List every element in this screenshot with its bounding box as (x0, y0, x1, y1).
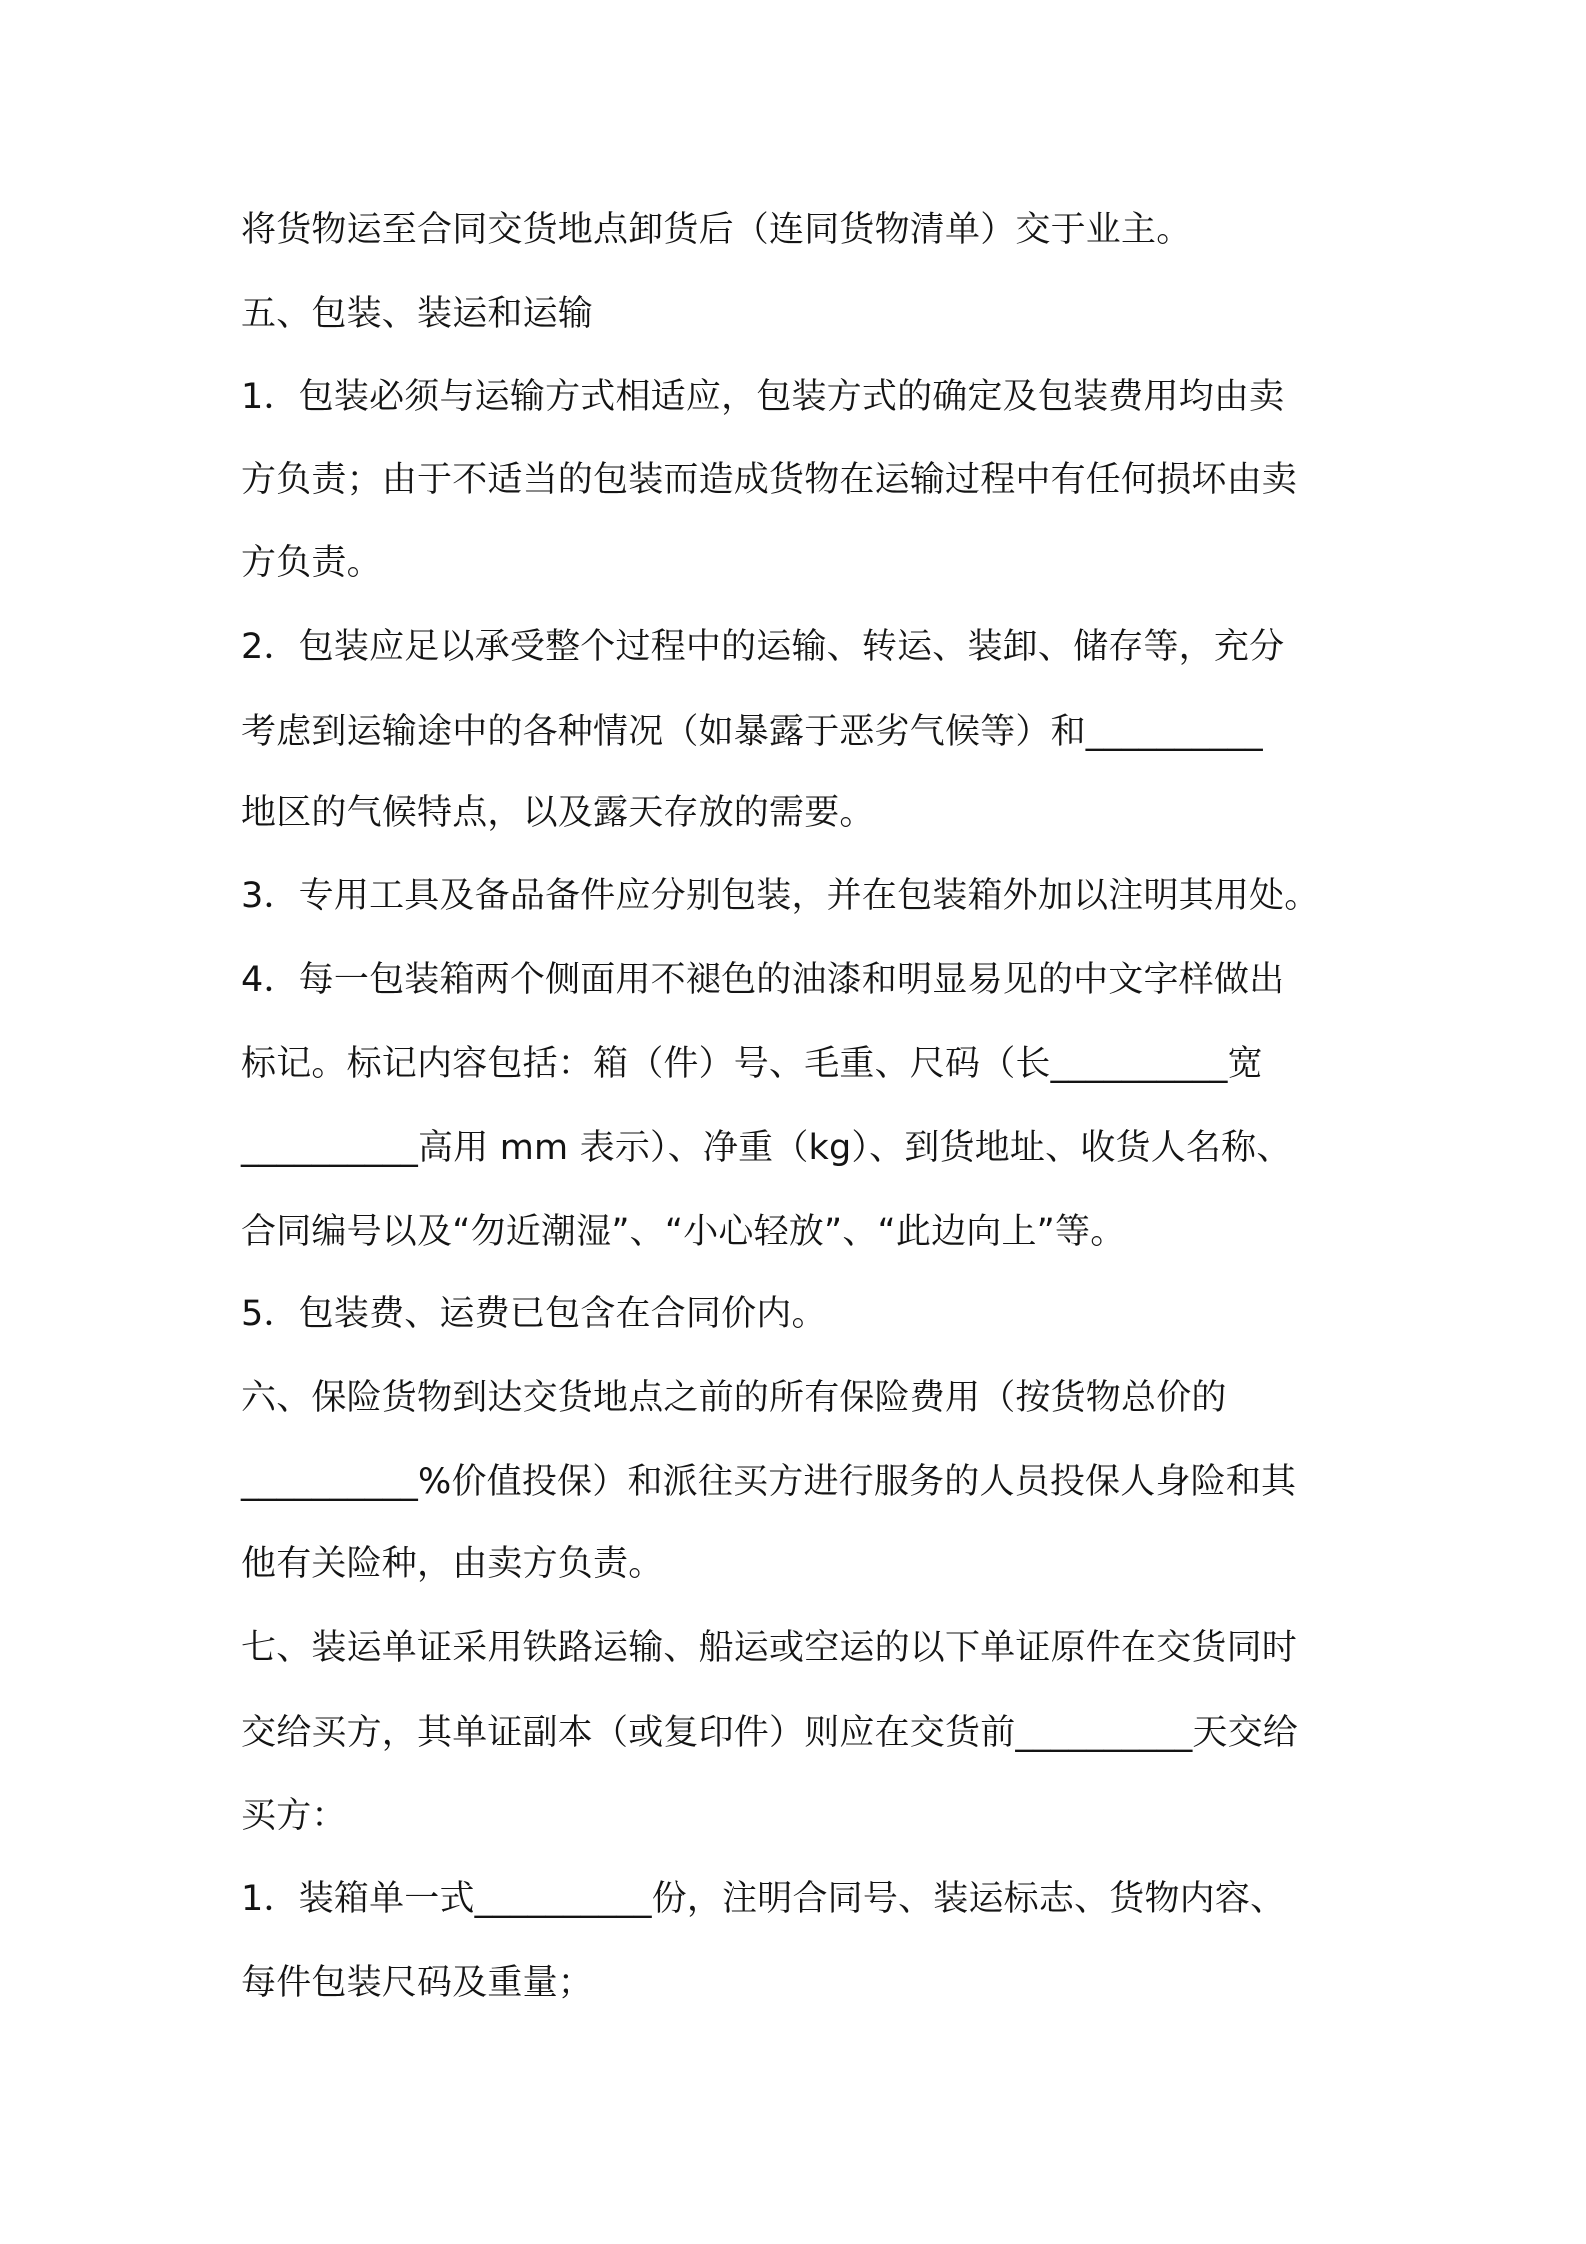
text-line: 方负责。 (241, 543, 382, 583)
text-line: 将货物运至合同交货地点卸货后（连同货物清单）交于业主。 (241, 210, 1192, 250)
text-line: 4．每一包装箱两个侧面用不褪色的油漆和明显易见的中文字样做出 (241, 960, 1285, 1000)
text-line: 2．包装应足以承受整个过程中的运输、转运、装卸、储存等，充分 (241, 627, 1285, 667)
text-line: 合同编号以及“勿近潮湿”、“小心轻放”、“此边向上”等。 (241, 1212, 1126, 1252)
text-line: 交给买方，其单证副本（或复印件）则应在交货前__________天交给 (241, 1713, 1299, 1753)
section-heading: 六、保险货物到达交货地点之前的所有保险费用（按货物总价的 (241, 1378, 1227, 1418)
section-heading: 七、装运单证采用铁路运输、船运或空运的以下单证原件在交货同时 (241, 1628, 1298, 1668)
text-line: __________高用 mm 表示）、净重（kg）、到货地址、收货人名称、 (241, 1128, 1292, 1168)
text-line: 1．装箱单一式__________份，注明合同号、装运标志、货物内容、 (241, 1879, 1286, 1919)
text-line: 地区的气候特点，以及露天存放的需要。 (241, 793, 875, 833)
section-heading: 五、包装、装运和运输 (241, 294, 594, 334)
text-line: 他有关险种，由卖方负责。 (241, 1544, 664, 1584)
text-line: 考虑到运输途中的各种情况（如暴露于恶劣气候等）和__________ (241, 712, 1263, 752)
text-line: 方负责；由于不适当的包装而造成货物在运输过程中有任何损坏由卖 (241, 460, 1298, 500)
text-line: __________%价值投保）和派往买方进行服务的人员投保人身险和其 (241, 1462, 1297, 1502)
text-line: 买方： (241, 1796, 347, 1836)
text-line: 标记。标记内容包括：箱（件）号、毛重、尺码（长__________宽 (241, 1044, 1263, 1084)
text-line: 1．包装必须与运输方式相适应，包装方式的确定及包装费用均由卖 (241, 377, 1285, 417)
text-line: 3．专用工具及备品备件应分别包装，并在包装箱外加以注明其用处。 (241, 876, 1320, 916)
text-line: 5．包装费、运费已包含在合同价内。 (241, 1294, 827, 1334)
text-line: 每件包装尺码及重量； (241, 1963, 594, 2003)
